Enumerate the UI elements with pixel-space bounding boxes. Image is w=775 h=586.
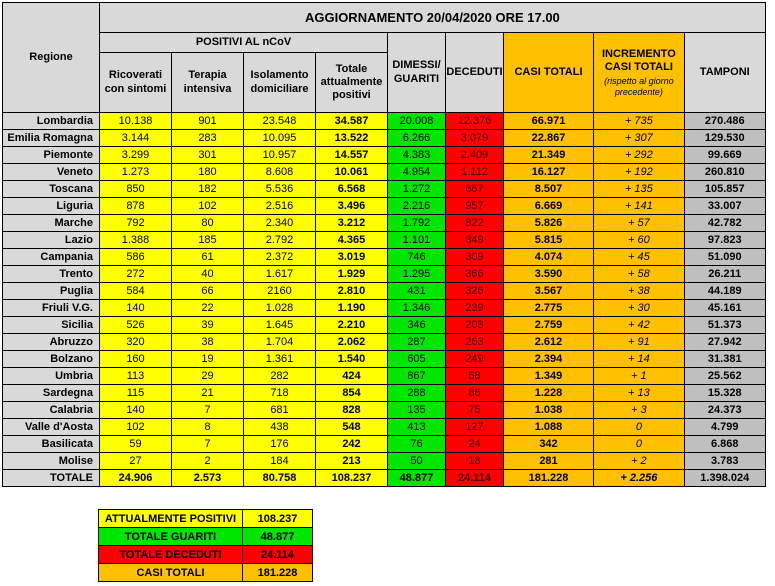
region-name: Valle d'Aosta [3,419,100,436]
table-row [3,317,766,334]
ricoverati-cell: 59 [100,436,172,453]
ricoverati-cell: 272 [100,266,172,283]
header-casi-totali: CASI TOTALI [504,33,594,113]
incremento-cell: + 2.256 [594,470,685,487]
totale-positivi-cell: 1.540 [316,351,388,368]
casi-totali-cell: 1.038 [504,402,594,419]
totale-positivi-cell: 2.210 [316,317,388,334]
tamponi-cell: 24.373 [684,402,765,419]
terapia-cell: 29 [172,368,244,385]
region-name: Lombardia [3,113,100,130]
region-name: Toscana [3,181,100,198]
terapia-cell: 61 [172,249,244,266]
incremento-cell: + 292 [594,147,685,164]
dimessi-cell: 605 [388,351,446,368]
ricoverati-cell: 878 [100,198,172,215]
ricoverati-cell: 140 [100,300,172,317]
ricoverati-cell: 113 [100,368,172,385]
tamponi-cell: 45.161 [684,300,765,317]
totale-positivi-cell: 3.212 [316,215,388,232]
table-row [3,436,766,453]
table-row [3,385,766,402]
terapia-cell: 21 [172,385,244,402]
tamponi-cell: 260.810 [684,164,765,181]
isolamento-cell: 8.608 [244,164,316,181]
tamponi-cell: 3.783 [684,453,765,470]
totale-positivi-cell: 213 [316,453,388,470]
ricoverati-cell: 24.906 [100,470,172,487]
region-name: Calabria [3,402,100,419]
summary-value: 108.237 [243,510,313,528]
tamponi-cell: 44.189 [684,283,765,300]
dimessi-cell: 746 [388,249,446,266]
incremento-cell: + 57 [594,215,685,232]
isolamento-cell: 2160 [244,283,316,300]
totale-positivi-cell: 6.568 [316,181,388,198]
ricoverati-cell: 27 [100,453,172,470]
ricoverati-cell: 584 [100,283,172,300]
deceduti-cell: 127 [446,419,504,436]
isolamento-cell: 718 [244,385,316,402]
totale-positivi-cell: 4.365 [316,232,388,249]
deceduti-cell: 309 [446,249,504,266]
summary-label: CASI TOTALI [99,564,243,582]
total-row [3,470,766,487]
incremento-cell: + 735 [594,113,685,130]
deceduti-cell: 86 [446,385,504,402]
table-row [3,130,766,147]
casi-totali-cell: 5.815 [504,232,594,249]
tamponi-cell: 97.823 [684,232,765,249]
isolamento-cell: 282 [244,368,316,385]
tamponi-cell: 27.942 [684,334,765,351]
totale-positivi-cell: 2.810 [316,283,388,300]
header-totale-positivi: Totale attualmente positivi [316,53,388,113]
ricoverati-cell: 102 [100,419,172,436]
table-row [3,419,766,436]
isolamento-cell: 10.095 [244,130,316,147]
table-row [3,351,766,368]
header-regione: Regione [3,3,100,113]
table-row [3,402,766,419]
casi-totali-cell: 2.775 [504,300,594,317]
casi-totali-cell: 3.590 [504,266,594,283]
totale-positivi-cell: 3.019 [316,249,388,266]
dimessi-cell: 20.008 [388,113,446,130]
terapia-cell: 2 [172,453,244,470]
dimessi-cell: 76 [388,436,446,453]
isolamento-cell: 1.028 [244,300,316,317]
deceduti-cell: 12.376 [446,113,504,130]
incremento-cell: + 38 [594,283,685,300]
dimessi-cell: 50 [388,453,446,470]
deceduti-cell: 263 [446,334,504,351]
tamponi-cell: 129.530 [684,130,765,147]
header-dimessi: DIMESSI/ GUARITI [388,33,446,113]
tamponi-cell: 31.381 [684,351,765,368]
casi-totali-cell: 281 [504,453,594,470]
incremento-cell: + 307 [594,130,685,147]
tamponi-cell: 6.868 [684,436,765,453]
region-name: Molise [3,453,100,470]
incremento-cell: + 135 [594,181,685,198]
ricoverati-cell: 850 [100,181,172,198]
isolamento-cell: 1.617 [244,266,316,283]
casi-totali-cell: 8.507 [504,181,594,198]
incremento-cell: + 14 [594,351,685,368]
isolamento-cell: 1.645 [244,317,316,334]
terapia-cell: 7 [172,436,244,453]
dimessi-cell: 4.954 [388,164,446,181]
terapia-cell: 22 [172,300,244,317]
ricoverati-cell: 3.144 [100,130,172,147]
deceduti-cell: 1.112 [446,164,504,181]
region-name: Veneto [3,164,100,181]
region-name: Basilicata [3,436,100,453]
casi-totali-cell: 2.759 [504,317,594,334]
casi-totali-cell: 2.394 [504,351,594,368]
dimessi-cell: 413 [388,419,446,436]
summary-label: TOTALE DECEDUTI [99,546,243,564]
incremento-cell: + 60 [594,232,685,249]
table-row [3,266,766,283]
terapia-cell: 301 [172,147,244,164]
dimessi-cell: 1.792 [388,215,446,232]
deceduti-cell: 58 [446,368,504,385]
region-name: Piemonte [3,147,100,164]
table-row [3,147,766,164]
incremento-cell: + 1 [594,368,685,385]
summary-table [98,509,313,582]
summary-value: 24.114 [243,546,313,564]
tamponi-cell: 51.090 [684,249,765,266]
region-name: Puglia [3,283,100,300]
casi-totali-cell: 1.228 [504,385,594,402]
header-isolamento: Isolamento domiciliare [244,53,316,113]
isolamento-cell: 2.340 [244,215,316,232]
ricoverati-cell: 320 [100,334,172,351]
ricoverati-cell: 526 [100,317,172,334]
table-row [3,198,766,215]
incremento-cell: + 192 [594,164,685,181]
casi-totali-cell: 21.349 [504,147,594,164]
isolamento-cell: 23.548 [244,113,316,130]
tamponi-cell: 1.398.024 [684,470,765,487]
isolamento-cell: 10.957 [244,147,316,164]
header-terapia: Terapia intensiva [172,53,244,113]
incremento-cell: + 42 [594,317,685,334]
table-row [3,368,766,385]
summary-row [99,528,313,546]
deceduti-cell: 3.079 [446,130,504,147]
dimessi-cell: 867 [388,368,446,385]
region-name: TOTALE [3,470,100,487]
deceduti-cell: 822 [446,215,504,232]
isolamento-cell: 5.536 [244,181,316,198]
region-name: Umbria [3,368,100,385]
deceduti-cell: 249 [446,351,504,368]
deceduti-cell: 203 [446,317,504,334]
casi-totali-cell: 2.612 [504,334,594,351]
deceduti-cell: 18 [446,453,504,470]
header-tamponi: TAMPONI [684,33,765,113]
incremento-cell: + 3 [594,402,685,419]
table-row [3,334,766,351]
dimessi-cell: 4.383 [388,147,446,164]
totale-positivi-cell: 242 [316,436,388,453]
region-name: Emilia Romagna [3,130,100,147]
dimessi-cell: 1.346 [388,300,446,317]
incremento-cell: + 30 [594,300,685,317]
incremento-cell: + 91 [594,334,685,351]
casi-totali-cell: 22.867 [504,130,594,147]
ricoverati-cell: 1.273 [100,164,172,181]
dimessi-cell: 1.101 [388,232,446,249]
terapia-cell: 283 [172,130,244,147]
incremento-cell: + 141 [594,198,685,215]
totale-positivi-cell: 10.061 [316,164,388,181]
casi-totali-cell: 66.971 [504,113,594,130]
region-name: Trento [3,266,100,283]
isolamento-cell: 1.361 [244,351,316,368]
totale-positivi-cell: 854 [316,385,388,402]
ricoverati-cell: 1.388 [100,232,172,249]
table-row [3,232,766,249]
dimessi-cell: 1.272 [388,181,446,198]
table-row [3,113,766,130]
casi-totali-cell: 3.567 [504,283,594,300]
terapia-cell: 19 [172,351,244,368]
isolamento-cell: 80.758 [244,470,316,487]
deceduti-cell: 957 [446,198,504,215]
casi-totali-cell: 1.088 [504,419,594,436]
dimessi-cell: 48.877 [388,470,446,487]
incremento-cell: + 2 [594,453,685,470]
table-row [3,283,766,300]
summary-label: TOTALE GUARITI [99,528,243,546]
terapia-cell: 180 [172,164,244,181]
terapia-cell: 80 [172,215,244,232]
totale-positivi-cell: 3.496 [316,198,388,215]
casi-totali-cell: 5.826 [504,215,594,232]
totale-positivi-cell: 1.929 [316,266,388,283]
dimessi-cell: 1.295 [388,266,446,283]
deceduti-cell: 24 [446,436,504,453]
totale-positivi-cell: 13.522 [316,130,388,147]
ricoverati-cell: 10.138 [100,113,172,130]
tamponi-cell: 25.562 [684,368,765,385]
header-positivi-group: POSITIVI AL nCoV [100,33,388,53]
header-incremento [594,33,685,113]
header-incremento-label: INCREMENTO CASI TOTALI [602,47,676,73]
terapia-cell: 185 [172,232,244,249]
casi-totali-cell: 6.669 [504,198,594,215]
casi-totali-cell: 181.228 [504,470,594,487]
terapia-cell: 40 [172,266,244,283]
table-row [3,453,766,470]
deceduti-cell: 2.409 [446,147,504,164]
ricoverati-cell: 3.299 [100,147,172,164]
dimessi-cell: 346 [388,317,446,334]
terapia-cell: 901 [172,113,244,130]
header-incremento-note: (rispetto al giorno precedente) [604,75,674,97]
totale-positivi-cell: 1.190 [316,300,388,317]
terapia-cell: 38 [172,334,244,351]
deceduti-cell: 75 [446,402,504,419]
incremento-cell: 0 [594,436,685,453]
dimessi-cell: 2.216 [388,198,446,215]
dimessi-cell: 287 [388,334,446,351]
summary-label: ATTUALMENTE POSITIVI [99,510,243,528]
region-name: Bolzano [3,351,100,368]
table-row [3,249,766,266]
dimessi-cell: 288 [388,385,446,402]
deceduti-cell: 24.114 [446,470,504,487]
totale-positivi-cell: 828 [316,402,388,419]
table-row [3,164,766,181]
totale-positivi-cell: 108.237 [316,470,388,487]
isolamento-cell: 2.516 [244,198,316,215]
ricoverati-cell: 586 [100,249,172,266]
casi-totali-cell: 16.127 [504,164,594,181]
region-name: Friuli V.G. [3,300,100,317]
tamponi-cell: 4.799 [684,419,765,436]
isolamento-cell: 2.792 [244,232,316,249]
ricoverati-cell: 115 [100,385,172,402]
totale-positivi-cell: 14.557 [316,147,388,164]
casi-totali-cell: 1.349 [504,368,594,385]
terapia-cell: 8 [172,419,244,436]
terapia-cell: 2.573 [172,470,244,487]
summary-row [99,564,313,582]
terapia-cell: 66 [172,283,244,300]
ricoverati-cell: 160 [100,351,172,368]
dimessi-cell: 135 [388,402,446,419]
ricoverati-cell: 792 [100,215,172,232]
totale-positivi-cell: 34.587 [316,113,388,130]
tamponi-cell: 105.857 [684,181,765,198]
summary-row [99,546,313,564]
terapia-cell: 182 [172,181,244,198]
deceduti-cell: 667 [446,181,504,198]
tamponi-cell: 42.782 [684,215,765,232]
dimessi-cell: 6.266 [388,130,446,147]
isolamento-cell: 2.372 [244,249,316,266]
tamponi-cell: 270.486 [684,113,765,130]
tamponi-cell: 33.007 [684,198,765,215]
deceduti-cell: 326 [446,283,504,300]
tamponi-cell: 99.669 [684,147,765,164]
deceduti-cell: 349 [446,232,504,249]
totale-positivi-cell: 2.062 [316,334,388,351]
dimessi-cell: 431 [388,283,446,300]
casi-totali-cell: 342 [504,436,594,453]
table-title: AGGIORNAMENTO 20/04/2020 ORE 17.00 [100,3,766,33]
region-name: Liguria [3,198,100,215]
terapia-cell: 7 [172,402,244,419]
covid-regional-table [2,2,766,487]
tamponi-cell: 26.211 [684,266,765,283]
region-name: Campania [3,249,100,266]
incremento-cell: + 13 [594,385,685,402]
isolamento-cell: 176 [244,436,316,453]
tamponi-cell: 15.328 [684,385,765,402]
incremento-cell: + 45 [594,249,685,266]
header-deceduti: DECEDUTI [446,33,504,113]
summary-value: 181.228 [243,564,313,582]
isolamento-cell: 438 [244,419,316,436]
deceduti-cell: 239 [446,300,504,317]
table-row [3,215,766,232]
summary-row [99,510,313,528]
table-row [3,300,766,317]
totale-positivi-cell: 548 [316,419,388,436]
terapia-cell: 39 [172,317,244,334]
region-name: Sicilia [3,317,100,334]
region-name: Sardegna [3,385,100,402]
terapia-cell: 102 [172,198,244,215]
region-name: Marche [3,215,100,232]
tamponi-cell: 51.373 [684,317,765,334]
deceduti-cell: 366 [446,266,504,283]
casi-totali-cell: 4.074 [504,249,594,266]
ricoverati-cell: 140 [100,402,172,419]
region-name: Abruzzo [3,334,100,351]
region-name: Lazio [3,232,100,249]
isolamento-cell: 184 [244,453,316,470]
table-row [3,181,766,198]
totale-positivi-cell: 424 [316,368,388,385]
isolamento-cell: 681 [244,402,316,419]
incremento-cell: + 58 [594,266,685,283]
summary-value: 48.877 [243,528,313,546]
isolamento-cell: 1.704 [244,334,316,351]
header-ricoverati: Ricoverati con sintomi [100,53,172,113]
incremento-cell: 0 [594,419,685,436]
